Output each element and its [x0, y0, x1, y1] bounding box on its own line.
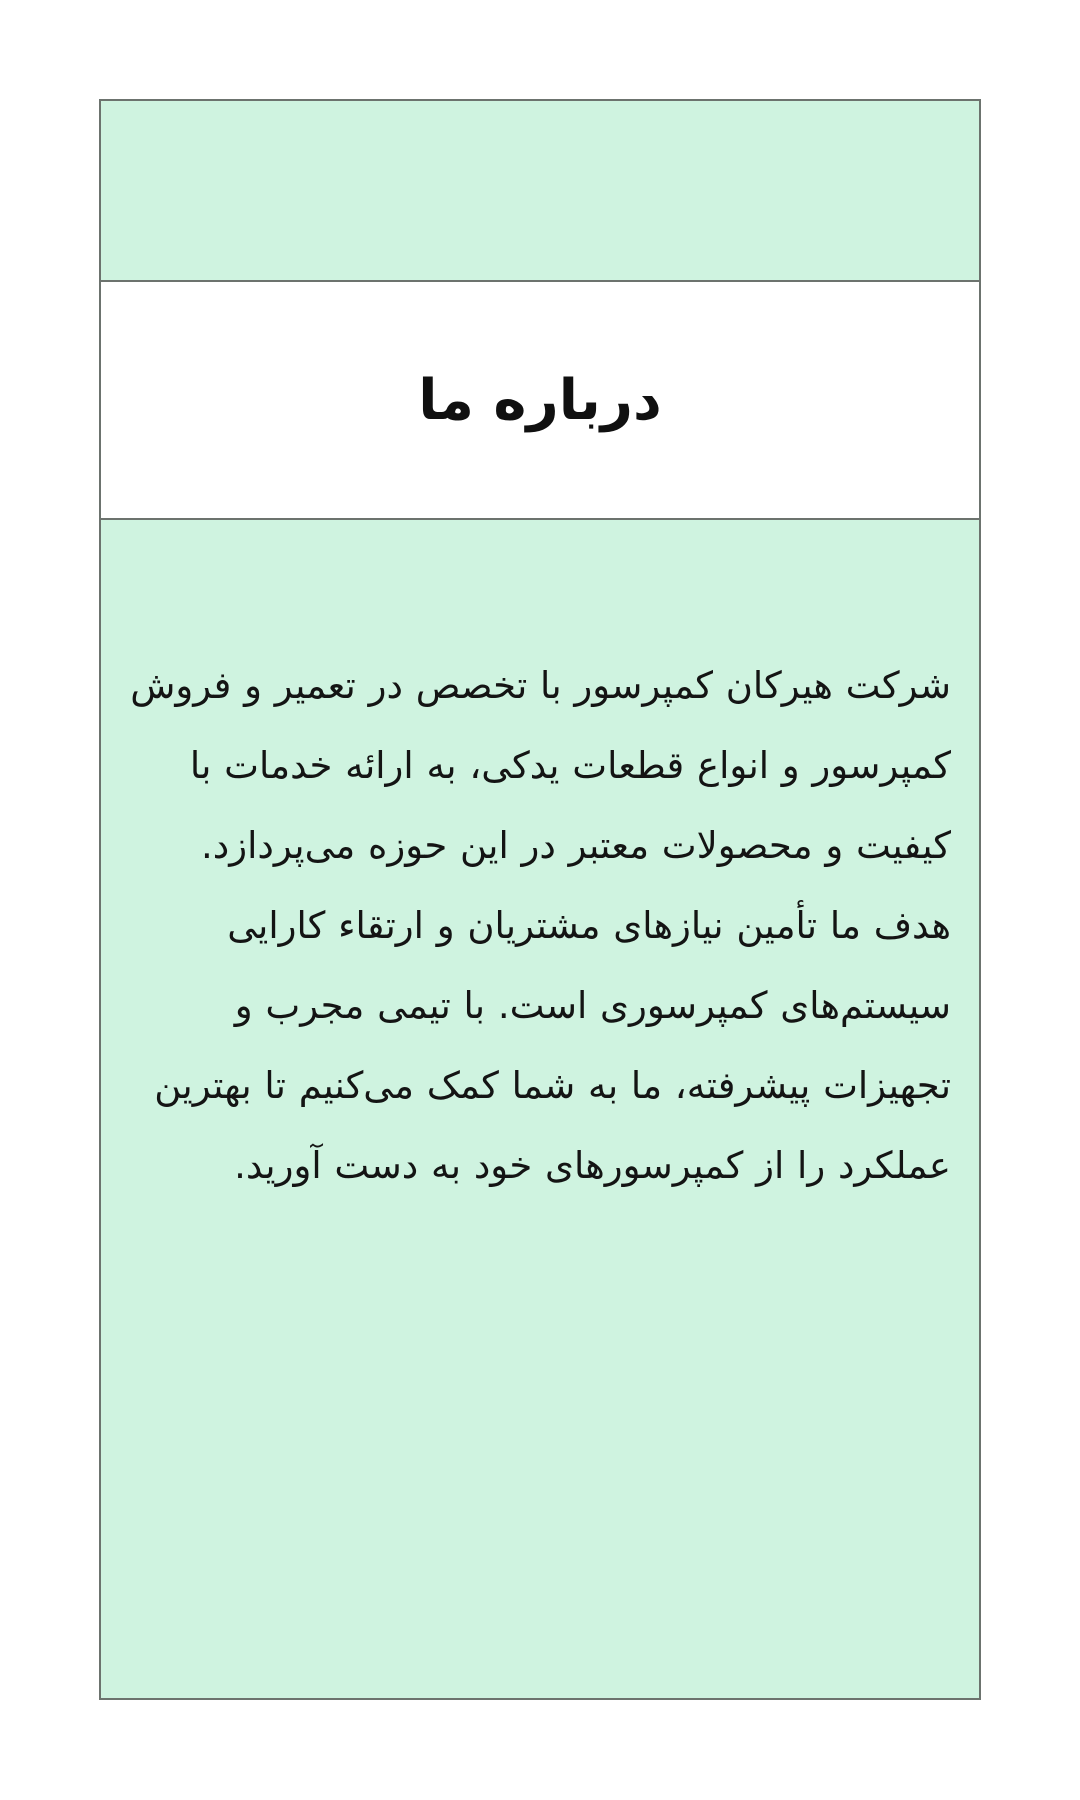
about-paragraph: شرکت هیرکان کمپرسور با تخصص در تعمیر و فروش کمپرسور و انواع قطعات یدکی، به ارائه خدمات با کیفیت و محصولات معتبر در این حوزه می‌پردازد. هدف ما تأمین نیازهای مشتریان و ارتقاء کارایی سیستم‌های کمپرسوری است. با تیمی مجرب و تجهیزات پیشرفته، ما به شما کمک می‌کنیم تا بهترین عملکرد را از کمپرسورهای خود به دست آورید. — [130, 664, 951, 1187]
banner-placeholder — [101, 101, 979, 282]
about-card — [99, 99, 981, 1700]
body-section — [101, 520, 979, 1698]
title-section — [101, 282, 979, 520]
about-heading: درباره ما — [418, 367, 662, 433]
